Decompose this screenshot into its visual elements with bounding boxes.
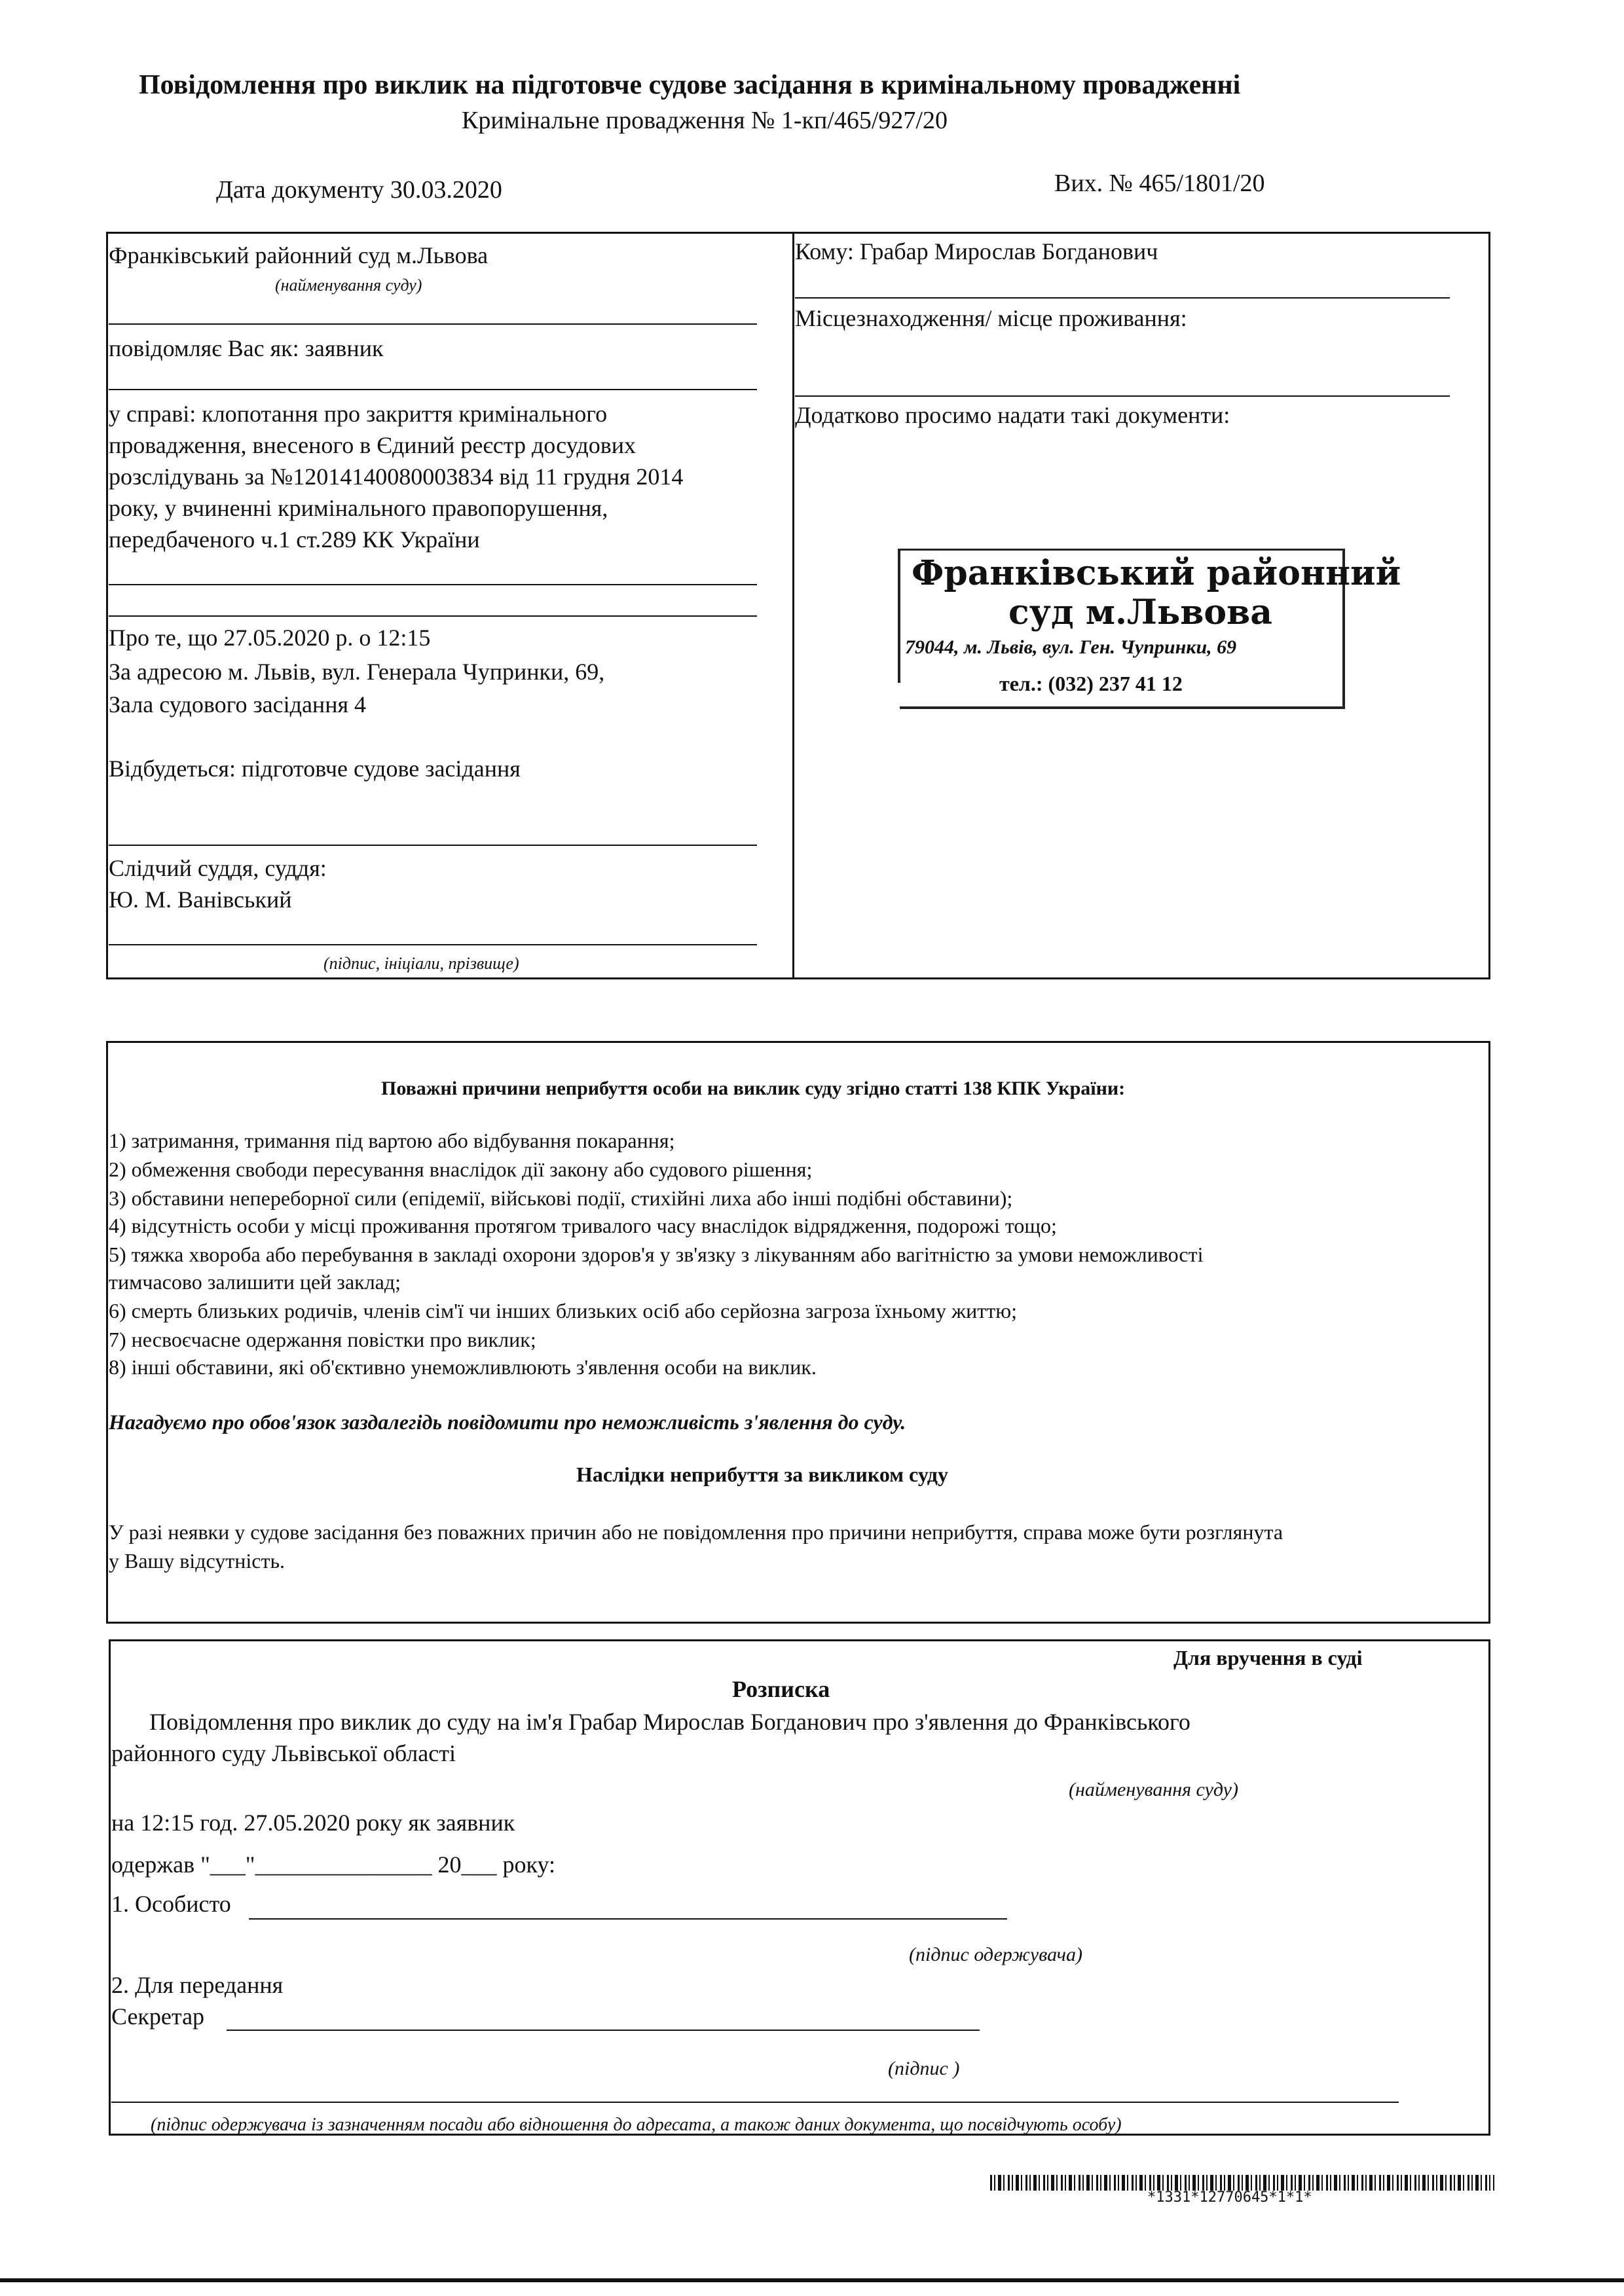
line [109,389,757,390]
secretary-signature-line [227,2030,980,2031]
court-name: Франківський районний суд м.Львова [109,242,489,268]
reasons-heading: Поважні причини неприбуття особи на виклик суду згідно статті 138 КПК України: [381,1078,1126,1099]
barcode-text: *1331*12770645*1*1* [1147,2189,1312,2206]
stamp-line: суд м.Львова [1008,592,1272,632]
reason-item: 2) обмеження свободи пересування внаслідок дії закону або судового рішення; [109,1157,813,1181]
court-name-caption: (найменування суду) [275,276,422,295]
hearing-address: За адресою м. Львів, вул. Генерала Чупринки, 69, [109,659,605,685]
residence-label: Місцезнаходження/ місце проживання: [795,305,1187,331]
reason-item: 7) несвоєчасне одержання повістки про виклик; [109,1328,536,1351]
notifies-as: повідомляє Вас як: заявник [109,335,384,361]
line [795,395,1450,397]
reason-item: 5) тяжка хвороба або перебування в закладі охорони здоров'я у зв'язку з лікуванням або вагітністю за умови неможливості [109,1243,1204,1266]
document-date: Дата документу 30.03.2020 [216,176,502,204]
case-subject-line: передбаченого ч.1 ст.289 КК України [109,526,480,553]
secretary-signature-caption: (підпис ) [888,2058,960,2079]
case-subject-line: року, у вчиненні кримінального правопорушення, [109,495,608,521]
line [109,584,757,585]
stamp-line: Франківський районний [912,553,1401,593]
recipient-signature-line [249,1918,1007,1920]
scan-edge-line [0,2278,1624,2282]
line [109,845,757,846]
judge-name: Ю. М. Ванівський [109,886,292,913]
outgoing-number: Вих. № 465/1801/20 [1054,170,1265,197]
line [109,323,757,325]
hearing-event: Відбудеться: підготовче судове засідання [109,756,521,782]
consequences-text: У разі неявки у судове засідання без поважних причин або не повідомлення про причини неприбуття, справа може бути розглянута [109,1520,1283,1544]
case-subject-line: провадження, внесеного в Єдиний реєстр досудових [109,432,636,458]
consequences-text: у Вашу відсутність. [109,1549,286,1573]
hearing-date-time: Про те, що 27.05.2020 р. о 12:15 [109,625,431,651]
consequences-heading: Наслідки неприбуття за викликом суду [576,1463,948,1486]
line [109,615,757,617]
footer-line [111,2102,1399,2103]
receipt-hearing-time: на 12:15 год. 27.05.2020 року як заявник [111,1810,515,1836]
hearing-hall: Зала судового засідання 4 [109,691,367,718]
notice-table-divider [792,232,794,979]
reason-item: 3) обставини непереборної сили (епідемії, військові події, стихійні лиха або інші подібні обставини); [109,1186,1013,1210]
personally-label: 1. Особисто [111,1891,231,1917]
reason-item: 8) інші обставини, які об'єктивно унеможливлюють з'явлення особи на виклик. [109,1355,817,1379]
footer-caption: (підпис одержувача із зазначенням посади або відношення до адресата, а також даних документа, що посвідчують особу) [151,2115,1122,2135]
case-number-line: Кримінальне провадження № 1-кп/465/927/20 [462,107,948,134]
signature-caption: (підпис, ініціали, прізвище) [323,954,519,973]
recipient: Кому: Грабар Мирослав Богданович [795,238,1158,264]
case-subject-line: у справі: клопотання про закриття кримінального [109,401,608,427]
secretary-label: Секретар [111,2003,205,2030]
line [795,297,1450,299]
recipient-signature-caption: (підпис одержувача) [909,1944,1082,1965]
case-subject-line: розслідувань за №12014140080003834 від 11 грудня 2014 [109,464,684,490]
signature-line [109,944,757,945]
reason-item: 1) затримання, тримання під вартою або відбування покарання; [109,1129,675,1152]
receipt-title: Розписка [732,1676,830,1702]
receipt-court-caption: (найменування суду) [1069,1779,1238,1800]
stamp-phone: тел.: (032) 237 41 12 [999,672,1183,695]
reason-item: 4) відсутність особи у місці проживання протягом тривалого часу внаслідок відрядження, подорожі тощо; [109,1214,1057,1237]
barcode [990,2175,1494,2191]
for-court-label: Для вручення в суді [1173,1646,1363,1669]
reminder-note: Нагадуємо про обов'язок заздалегідь повідомити про неможливість з'явлення до суду. [109,1410,906,1434]
document-title: Повідомлення про виклик на підготовче судове засідання в кримінальному провадженні [139,70,1241,100]
judge-label: Слідчий суддя, суддя: [109,855,327,881]
receipt-summons-line: районного суду Львівської області [111,1740,456,1766]
for-transfer-label: 2. Для передання [111,1972,284,1998]
documents-request: Додатково просимо надати такі документи: [795,402,1230,428]
stamp-frame-left [898,549,900,683]
stamp-address: 79044, м. Львів, вул. Ген. Чупринки, 69 [905,636,1237,658]
reason-item: тимчасово залишити цей заклад; [109,1270,401,1294]
reason-item: 6) смерть близьких родичів, членів сім'ї чи інших близьких осіб або серйозна загроза їхньому життю; [109,1299,1018,1322]
received-date: одержав "___"_______________ 20___ року: [111,1851,556,1878]
receipt-summons-line: Повідомлення про виклик до суду на ім'я Грабар Мирослав Богданович про з'явлення до Франківського [149,1709,1190,1735]
